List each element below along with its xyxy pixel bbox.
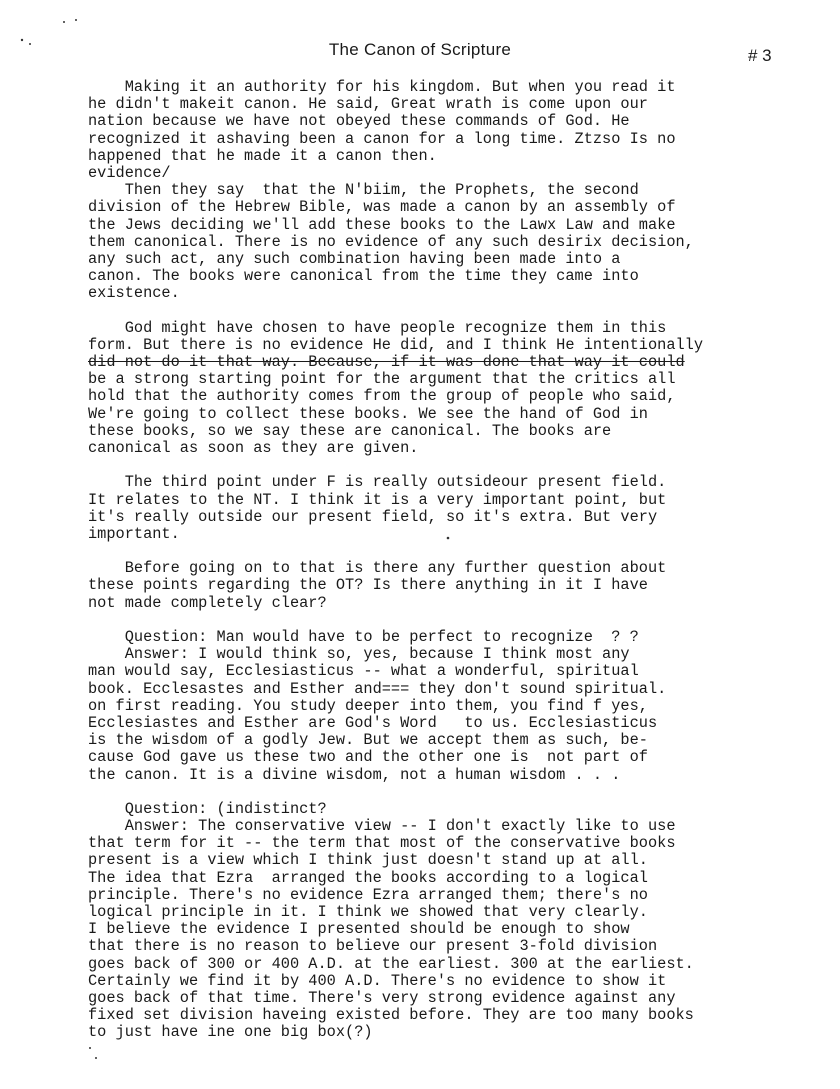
struck-text-line: did not do it that way. Because, if it was done that way it could [88,353,685,371]
text-line: principle. There's no evidence Ezra arranged them; there's no [88,885,648,904]
paragraph [88,474,788,543]
text-line: I believe the evidence I presented should be enough to show [88,920,630,939]
text-line: the canon. It is a divine wisdom, not a human wisdom . . . [88,765,621,784]
text-line: it's really outside our present field, so it's extra. But very [88,507,658,526]
text-line: on first reading. You study deeper into them, you find f yes, [88,696,648,715]
text-line: goes back of that time. There's very strong evidence against any [88,988,676,1007]
text-line: nation because we have not obeyed these commands of God. He [88,112,630,131]
page-number: # 3 [748,46,772,65]
text-line: canonical as soon as they are given. [88,438,419,457]
text-line: to just have ine one big box(?) [88,1023,373,1042]
text-line: them canonical. There is no evidence of any such desirix decision, [88,232,694,251]
text-line: important. [88,524,180,543]
text-line: fixed set division haveing existed before. They are too many books [88,1006,694,1025]
text-line: that term for it -- the term that most of the conservative books [88,834,676,853]
paragraph [88,320,788,458]
text-line: recognized it ashaving been a canon for a long time. Ztzso Is no [88,129,676,148]
paragraph [88,182,788,302]
text-line: goes back of 300 or 400 A.D. at the earliest. 300 at the earliest. [88,954,694,973]
text-line: The third point under F is really outsideour present field. [88,473,667,492]
text-line: We're going to collect these books. We see the hand of God in [88,404,648,423]
text-line: Answer: The conservative view -- I don't exactly like to use [88,817,676,836]
text-line: evidence/ [88,163,171,182]
text-line: division of the Hebrew Bible, was made a canon by an assembly of [88,198,676,217]
text-line: book. Ecclesastes and Esther and=== they don't sound spiritual. [88,679,667,698]
text-line: canon. The books were canonical from the time they came into [88,267,639,286]
text-line: Question: (indistinct? [88,799,327,818]
document-body [88,79,788,1042]
text-line: Question: Man would have to be perfect to recognize ? ? [88,628,639,646]
text-line: these books, so we say these are canonical. The books are [88,421,612,440]
text-line: any such act, any such combination having been made into a [88,249,621,268]
paragraph [88,629,788,784]
text-line: existence. [88,284,180,303]
text-line: Making it an authority for his kingdom. But when you read it [88,78,676,96]
text-line: not made completely clear? [88,593,327,612]
paragraph [88,801,788,1042]
text-line: It relates to the NT. I think it is a very important point, but [88,490,667,509]
text-line: man would say, Ecclesiasticus -- what a wonderful, spiritual [88,662,639,681]
text-line: Ecclesiastes and Esther are God's Word to us. Ecclesiasticus [88,713,658,732]
text-line: he didn't makeit canon. He said, Great wrath is come upon our [88,95,648,114]
text-line: cause God gave us these two and the other one is not part of [88,748,648,767]
text-line: the Jews deciding we'll add these books to the Lawx Law and make [88,215,676,234]
text-line: Then they say that the N'biim, the Prophets, the second [88,181,639,200]
text-line: that there is no reason to believe our present 3-fold division [88,937,658,956]
text-line: Before going on to that is there any further question about [88,559,667,578]
text-line: hold that the authority comes from the group of people who said, [88,387,676,406]
text-line: Answer: I would think so, yes, because I think most any [88,645,630,664]
text-line: happened that he made it a canon then. [88,146,437,165]
paragraph [88,560,788,612]
text-line: be a strong starting point for the argument that the critics all [88,370,676,389]
text-line: form. But there is no evidence He did, and I think He intentionally [88,335,704,354]
text-line: is the wisdom of a godly Jew. But we accept them as such, be- [88,731,648,750]
text-line: The idea that Ezra arranged the books according to a logical [88,868,648,887]
paragraph [88,79,788,182]
text-line: logical principle in it. I think we showed that very clearly. [88,903,648,921]
text-line: Certainly we find it by 400 A.D. There's no evidence to show it [88,971,667,990]
text-line: God might have chosen to have people recognize them in this [88,318,667,337]
text-line: present is a view which I think just doesn't stand up at all. [88,851,648,870]
text-line: these points regarding the OT? Is there anything in it I have [88,576,648,595]
page-title: The Canon of Scripture [328,40,512,59]
